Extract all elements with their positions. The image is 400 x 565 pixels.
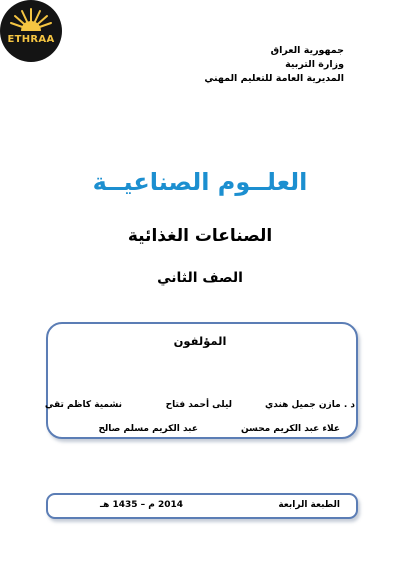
grade-label: الصف الثاني (157, 270, 243, 286)
book-title: الصناعات الغذائية (127, 226, 273, 246)
author-name: علاء عبد الكريم محسن (240, 424, 340, 434)
header-line-ministry: وزارة التربية (285, 59, 344, 70)
author-name: عبد الكريم مسلم صالح (98, 424, 198, 434)
author-name: نشمية كاظم تقي (44, 400, 122, 410)
sunburst-icon (0, 0, 62, 62)
header-line-directorate: المديرية العامة للتعليم المهني (204, 73, 344, 84)
subject-title: العلــوم الصناعيــة (92, 168, 308, 196)
ethraa-logo (0, 0, 62, 62)
author-name: ليلى أحمد فتاح (165, 400, 232, 410)
header-line-country: جمهورية العراق (270, 45, 344, 56)
authors-heading: المؤلفون (173, 334, 227, 348)
ministry-header (204, 44, 344, 86)
logo-text: ETHRAA (7, 34, 55, 45)
edition-label: الطبعة الرابعة (278, 500, 340, 510)
edition-year: 2014 م – 1435 هـ (100, 500, 184, 510)
author-name: د . مازن جميل هندي (265, 400, 355, 410)
